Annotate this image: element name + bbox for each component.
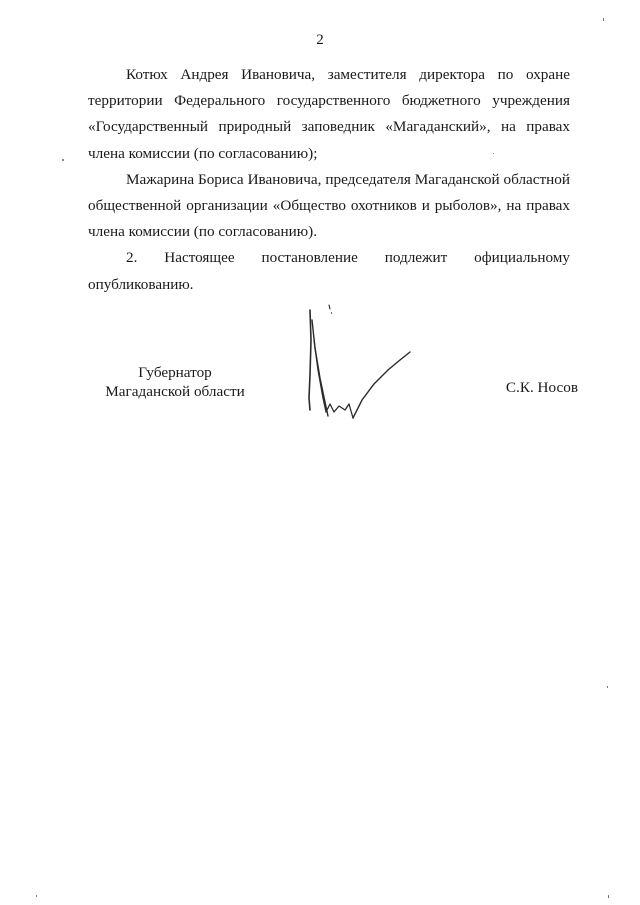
scan-speck [493,153,494,154]
signatory-name: С.К. Носов [505,379,578,396]
document-body [88,62,570,298]
paragraph-publication-clause: 2. Настоящее постановление подлежит официальному опубликованию. [88,249,570,293]
page-number: 2 [316,32,324,48]
scan-speck [36,895,37,897]
signature-icon [296,300,426,425]
signatory-title-line-1: Губернатор [138,364,212,381]
signatory-title [96,363,254,401]
scan-speck [607,686,608,688]
paragraph-commission-member-kotyukh: Котюх Андрея Ивановича, заместителя директора по охране территории Федерального государственного бюджетного учреждения «Государственный природный заповедник «Магаданский», на правах члена комиссии (по согласованию); [88,66,570,162]
scan-speck [608,895,609,898]
scan-speck [62,159,64,161]
paragraph-commission-member-mazharin: Мажарина Бориса Ивановича, председателя Магаданской областной общественной организации «Общество охотников и рыболов», на правах члена комиссии (по согласованию). [88,170,570,241]
scan-speck [603,18,604,21]
signatory-title-line-2: Магаданской области [105,383,245,400]
scan-speck [331,312,332,314]
